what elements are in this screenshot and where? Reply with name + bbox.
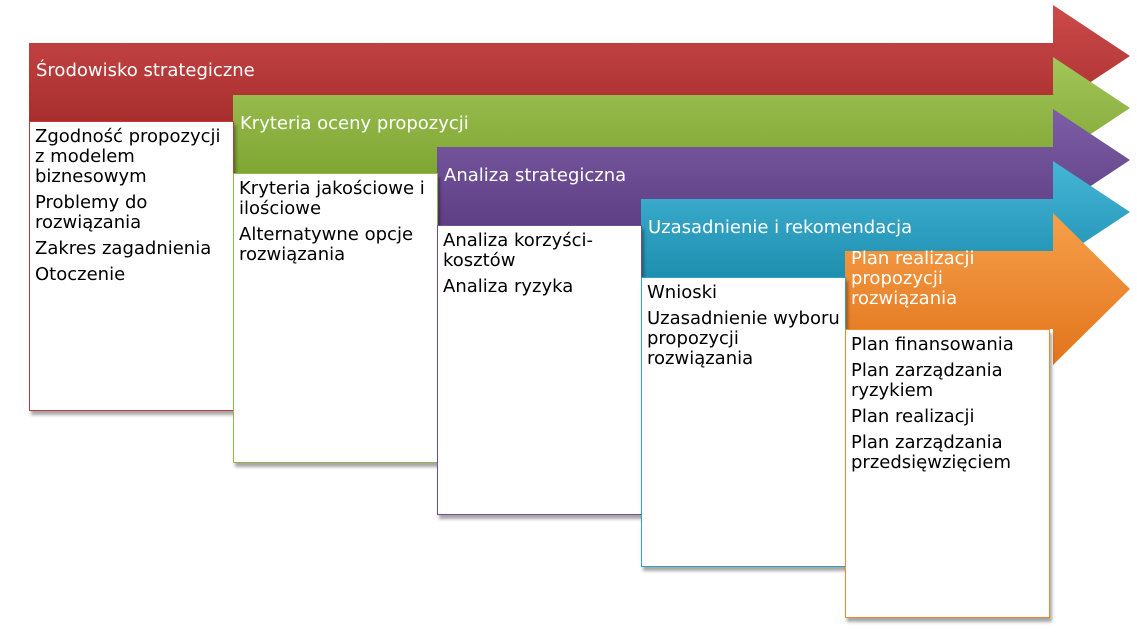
stage-item: Zakres zagadnienia xyxy=(35,238,212,259)
stage-item: Analiza korzyści-kosztów xyxy=(443,230,594,271)
stage-item: Problemy do rozwiązania xyxy=(35,192,148,233)
stage-box-4 xyxy=(641,277,846,567)
stage-title-4: Uzasadnienie i rekomendacja xyxy=(648,217,913,238)
stage-item: Analiza ryzyka xyxy=(443,276,574,297)
stage-item: Plan zarządzania ryzykiem xyxy=(851,360,1003,401)
stage-item-list xyxy=(443,231,637,297)
stage-title-3: Analiza strategiczna xyxy=(444,165,627,186)
stage-item: Alternatywne opcje rozwiązania xyxy=(239,224,414,265)
stage-box-1 xyxy=(29,121,234,411)
stage-box-2 xyxy=(233,173,438,463)
stage-item-list xyxy=(851,335,1045,473)
stage-item: Plan finansowania xyxy=(851,334,1014,355)
stage-item-list xyxy=(647,283,841,369)
stage-item: Uzasadnienie wyboru propozycji rozwiązania xyxy=(647,308,840,369)
stage-box-3 xyxy=(437,225,642,515)
stage-item: Plan zarządzania przedsięwzięciem xyxy=(851,432,1011,473)
stage-item: Zgodność propozycji z modelem biznesowym xyxy=(35,126,221,187)
stage-title-2: Kryteria oceny propozycji xyxy=(240,113,469,134)
stage-item: Otoczenie xyxy=(35,264,126,285)
stage-item: Plan realizacji xyxy=(851,406,975,427)
stage-item-list xyxy=(35,127,229,285)
stage-item: Wnioski xyxy=(647,282,718,303)
stage-title-5: Plan realizacji propozycji rozwiązania xyxy=(851,248,975,309)
stage-title-1: Środowisko strategiczne xyxy=(36,60,255,81)
stage-item: Kryteria jakościowe i ilościowe xyxy=(239,178,425,219)
stage-box-5 xyxy=(845,329,1050,618)
stage-item-list xyxy=(239,179,433,265)
